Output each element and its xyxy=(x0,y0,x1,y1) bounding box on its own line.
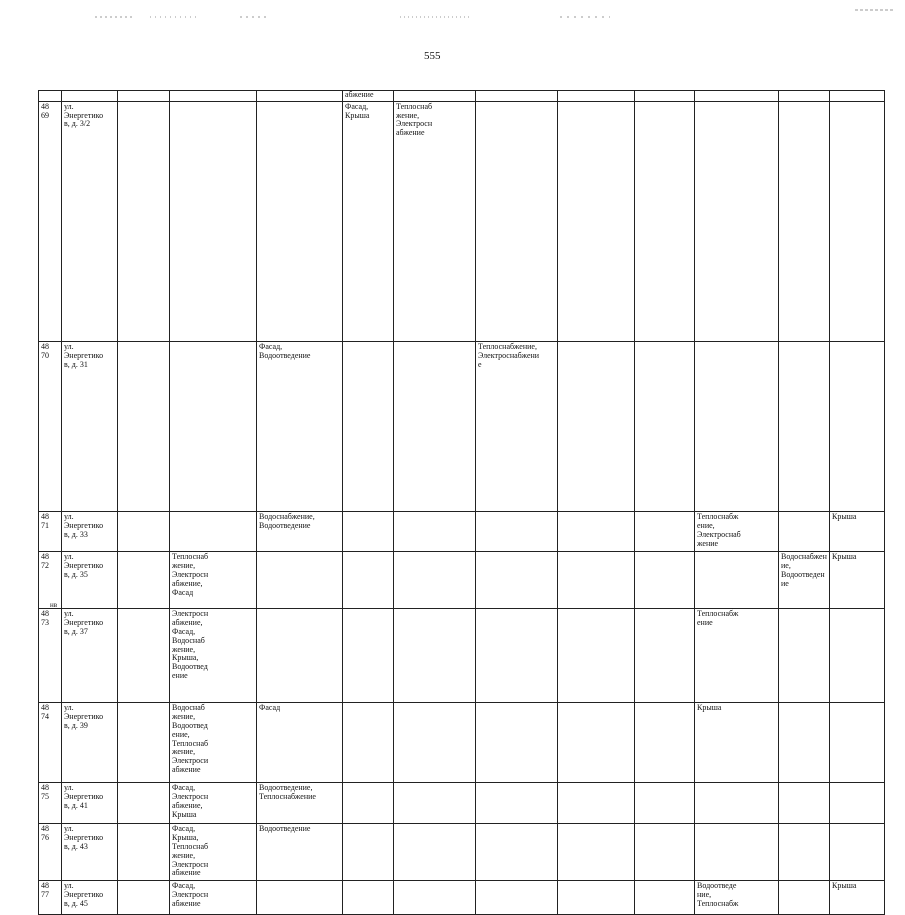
row-number: 48 75 xyxy=(39,783,62,824)
work-cell xyxy=(476,101,558,342)
work-cell xyxy=(118,703,170,783)
row-number: 48 73 xyxy=(39,609,62,703)
work-cell xyxy=(343,609,394,703)
work-cell xyxy=(118,342,170,512)
work-cell xyxy=(695,783,779,824)
table-row xyxy=(39,824,885,881)
work-cell xyxy=(476,609,558,703)
work-cell xyxy=(394,824,476,881)
work-cell xyxy=(779,101,830,342)
work-cell xyxy=(118,783,170,824)
page-number: 555 xyxy=(424,50,441,62)
address-cell: ул. Энергетико в, д. 37 xyxy=(62,609,118,703)
table-row xyxy=(39,881,885,915)
work-cell xyxy=(779,783,830,824)
work-cell xyxy=(257,552,343,609)
work-cell xyxy=(635,783,695,824)
table-row xyxy=(39,101,885,342)
work-cell xyxy=(170,101,257,342)
table-row xyxy=(39,783,885,824)
work-cell: Водоснабжение, Водоотведение xyxy=(257,512,343,552)
address-cell: ул. Энергетико в, д. 35 xyxy=(62,552,118,609)
work-cell xyxy=(394,881,476,915)
work-cell xyxy=(830,101,885,342)
work-cell xyxy=(558,552,635,609)
work-cell xyxy=(257,881,343,915)
work-cell xyxy=(118,824,170,881)
work-cell: Фасад, Электросн абжение xyxy=(170,881,257,915)
work-cell xyxy=(558,342,635,512)
work-cell xyxy=(558,783,635,824)
work-cell xyxy=(635,342,695,512)
work-cell xyxy=(257,101,343,342)
work-cell xyxy=(635,512,695,552)
work-cell: Водоотведе ние, Теплоснабж xyxy=(695,881,779,915)
work-cell xyxy=(635,552,695,609)
work-cell xyxy=(779,512,830,552)
row-number: 48 76 xyxy=(39,824,62,881)
work-cell xyxy=(394,342,476,512)
table-row-fragment xyxy=(39,91,885,102)
work-cell xyxy=(476,512,558,552)
work-cell xyxy=(635,101,695,342)
work-cell xyxy=(830,824,885,881)
work-cell: Фасад, Электросн абжение, Крыша xyxy=(170,783,257,824)
address-cell: ул. Энергетико в, д. 45 xyxy=(62,881,118,915)
work-cell xyxy=(394,609,476,703)
address-cell: ул. Энергетико в, д. 41 xyxy=(62,783,118,824)
work-cell: Теплоснабж ение, Электроснаб жение xyxy=(695,512,779,552)
work-cell xyxy=(558,881,635,915)
work-cell xyxy=(394,783,476,824)
work-cell: Крыша xyxy=(695,703,779,783)
work-cell xyxy=(830,609,885,703)
work-cell xyxy=(170,342,257,512)
work-cell: Теплоснабжение, Электроснабжени е xyxy=(476,342,558,512)
work-cell: Водоснаб жение, Водоотвед ение, Теплоснаб жение, Электроси абжение xyxy=(170,703,257,783)
table-row xyxy=(39,703,885,783)
address-cell: ул. Энергетико в, д. 43 xyxy=(62,824,118,881)
work-cell xyxy=(343,881,394,915)
work-cell: Крыша xyxy=(830,552,885,609)
work-cell: Электросн абжение, Фасад, Водоснаб жение, Крыша, Водоотвед ение xyxy=(170,609,257,703)
work-cell: Фасад, Крыша, Теплоснаб жение, Электросн абжение xyxy=(170,824,257,881)
work-cell xyxy=(635,609,695,703)
work-cell: Водоотведение xyxy=(257,824,343,881)
work-cell xyxy=(118,512,170,552)
work-cell xyxy=(635,824,695,881)
work-cell: Водоотведение, Теплоснабжение xyxy=(257,783,343,824)
work-cell xyxy=(558,609,635,703)
work-cell: Теплоснабж ение xyxy=(695,609,779,703)
row-number: 48 72 xyxy=(39,552,62,609)
work-cell xyxy=(394,512,476,552)
work-cell xyxy=(343,512,394,552)
work-cell xyxy=(343,552,394,609)
work-cell xyxy=(558,512,635,552)
work-cell xyxy=(830,342,885,512)
row-number: 48 71 xyxy=(39,512,62,552)
row-number: 48 69 xyxy=(39,101,62,342)
table-row xyxy=(39,552,885,609)
work-cell xyxy=(118,609,170,703)
work-cell: Фасад xyxy=(257,703,343,783)
work-cell xyxy=(635,881,695,915)
work-cell: Теплоснаб жение, Электросн абжение, Фасад xyxy=(170,552,257,609)
row-number: 48 70 xyxy=(39,342,62,512)
work-cell xyxy=(118,881,170,915)
footer-mark: нв xyxy=(50,601,58,609)
work-cell xyxy=(779,342,830,512)
work-cell: Крыша xyxy=(830,881,885,915)
work-cell xyxy=(779,703,830,783)
work-cell xyxy=(695,342,779,512)
work-cell xyxy=(394,552,476,609)
work-cell xyxy=(394,703,476,783)
work-cell: Водоснабжение, Водоотведение xyxy=(779,552,830,609)
address-cell: ул. Энергетико в, д. 3/2 xyxy=(62,101,118,342)
work-cell xyxy=(779,609,830,703)
work-cell xyxy=(476,552,558,609)
work-cell: Теплоснаб жение, Электросн абжение xyxy=(394,101,476,342)
work-cell xyxy=(779,824,830,881)
work-cell: Крыша xyxy=(830,512,885,552)
work-cell xyxy=(476,824,558,881)
work-cell xyxy=(343,824,394,881)
work-cell xyxy=(257,609,343,703)
work-cell xyxy=(476,783,558,824)
work-cell xyxy=(695,552,779,609)
work-cell xyxy=(695,101,779,342)
work-cell: Фасад, Крыша xyxy=(343,101,394,342)
work-cell xyxy=(118,101,170,342)
address-cell: ул. Энергетико в, д. 39 xyxy=(62,703,118,783)
work-cell xyxy=(635,703,695,783)
work-cell xyxy=(695,824,779,881)
work-cell xyxy=(830,703,885,783)
work-cell xyxy=(343,703,394,783)
work-cell: Фасад, Водоотведение xyxy=(257,342,343,512)
work-cell xyxy=(830,783,885,824)
work-cell xyxy=(476,881,558,915)
work-cell xyxy=(170,512,257,552)
address-cell: ул. Энергетико в, д. 31 xyxy=(62,342,118,512)
table-row xyxy=(39,609,885,703)
cell-fragment: абжение xyxy=(343,91,394,102)
work-cell xyxy=(118,552,170,609)
scan-artifacts xyxy=(0,0,905,30)
table-row xyxy=(39,342,885,512)
work-cell xyxy=(779,881,830,915)
work-cell xyxy=(343,342,394,512)
work-cell xyxy=(476,703,558,783)
work-cell xyxy=(558,101,635,342)
work-cell xyxy=(343,783,394,824)
row-number: 48 74 xyxy=(39,703,62,783)
work-cell xyxy=(558,703,635,783)
repair-schedule-table xyxy=(38,90,885,915)
work-cell xyxy=(558,824,635,881)
address-cell: ул. Энергетико в, д. 33 xyxy=(62,512,118,552)
row-number: 48 77 xyxy=(39,881,62,915)
table-row xyxy=(39,512,885,552)
